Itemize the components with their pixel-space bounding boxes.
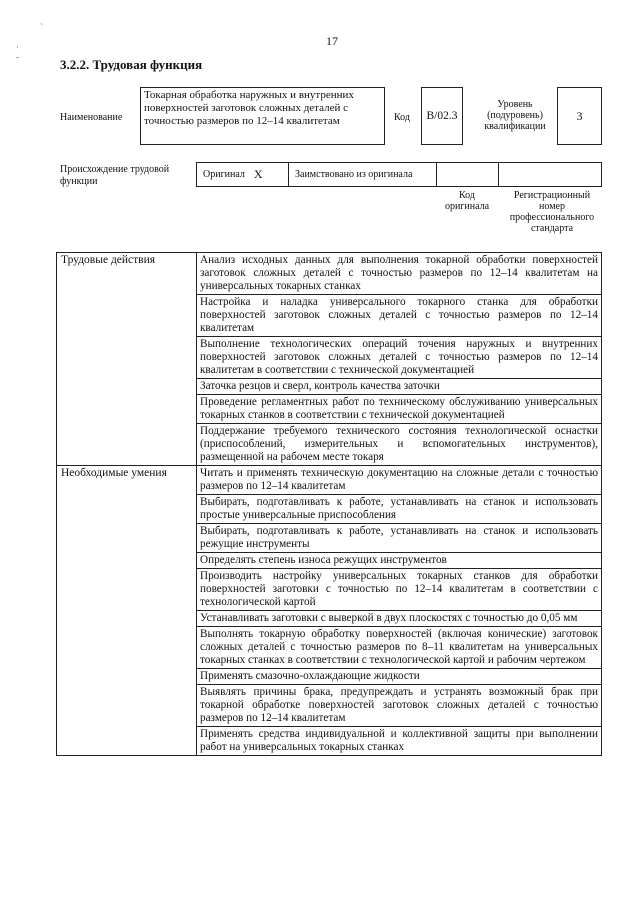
table-cell: Заточка резцов и сверл, контроль качества заточки xyxy=(197,379,602,395)
borrowed-label: Заимствовано из оригинала xyxy=(295,169,413,180)
scan-mark: - xyxy=(16,52,19,62)
section-title: Трудовые действия xyxy=(57,253,197,466)
table-row xyxy=(57,466,602,495)
scan-mark: ` xyxy=(40,22,43,32)
table-cell: Читать и применять техническую документацию на сложные детали с точностью размеров по 12–14 квалитетам xyxy=(197,466,602,495)
table-cell: Выявлять причины брака, предупреждать и устранять возможный брак при токарной обработке поверхностей заготовок сложных деталей с точностью размеров по 12–14 квалитетам xyxy=(197,685,602,727)
table-cell: Устанавливать заготовки с выверкой в двух плоскостях с точностью до 0,05 мм xyxy=(197,611,602,627)
table-cell: Выбирать, подготавливать к работе, устанавливать на станок и использовать простые универсальные приспособления xyxy=(197,495,602,524)
original-mark: X xyxy=(253,167,263,181)
level-value: 3 xyxy=(557,87,602,145)
name-value: Токарная обработка наружных и внутренних поверхностей заготовок сложных деталей с точностью размеров по 12–14 квалитетам xyxy=(140,87,385,145)
origin-row xyxy=(196,162,602,187)
original-cell xyxy=(197,163,289,186)
table-cell: Поддержание требуемого технического состояния технологической оснастки (приспособлений, измерительных и вспомогательных инструментов), размещенной на рабочем месте токаря xyxy=(197,424,602,466)
registration-cell xyxy=(499,163,601,186)
registration-caption: Регистрационный номер профессионального стандарта xyxy=(509,190,595,234)
original-code-cell xyxy=(437,163,499,186)
section-title: Необходимые умения xyxy=(57,466,197,756)
functions-table xyxy=(56,252,602,756)
table-cell: Применять средства индивидуальной и коллективной защиты при выполнении работ на универсальных токарных станках xyxy=(197,727,602,756)
table-cell: Выбирать, подготавливать к работе, устанавливать на станок и использовать режущие инструменты xyxy=(197,524,602,553)
name-label: Наименование xyxy=(60,112,123,123)
original-code-caption: Код оригинала xyxy=(444,190,490,212)
section-heading: 3.2.2. Трудовая функция xyxy=(60,57,203,72)
code-label: Код xyxy=(394,112,410,123)
borrowed-cell xyxy=(289,163,437,186)
original-label: Оригинал xyxy=(203,169,245,180)
origin-label: Происхождение трудовой функции xyxy=(60,164,170,187)
table-cell: Выполнять токарную обработку поверхностей (включая конические) заготовок сложных деталей с точностью размеров по 8–11 квалитетам на универсальных токарных станках в соответствии с технологической картой и рабочим чертежом xyxy=(197,627,602,669)
table-cell: Анализ исходных данных для выполнения токарной обработки поверхностей заготовок сложных деталей с точностью размеров по 12–14 квалитетам на универсальных токарных станках xyxy=(197,253,602,295)
page-number: 17 xyxy=(326,34,338,48)
level-label: Уровень (подуровень) квалификации xyxy=(484,99,546,132)
table-row xyxy=(57,253,602,295)
table-cell: Применять смазочно-охлаждающие жидкости xyxy=(197,669,602,685)
table-cell: Определять степень износа режущих инструментов xyxy=(197,553,602,569)
table-cell: Настройка и наладка универсального токарного станка для обработки поверхностей заготовок сложных деталей с точностью размеров по 12–14 квалитетам xyxy=(197,295,602,337)
table-cell: Производить настройку универсальных токарных станков для обработки поверхностей заготовки с точностью по 12–14 квалитетам в соответствии с технологической картой xyxy=(197,569,602,611)
table-cell: Проведение регламентных работ по техническому обслуживанию универсальных токарных станков в соответствии с технической документацией xyxy=(197,395,602,424)
code-value: B/02.3 xyxy=(421,87,463,145)
table-cell: Выполнение технологических операций точения наружных и внутренних поверхностей заготовок сложных деталей с точностью размеров по 12–14 квалитетам в соответствии с технической документацией xyxy=(197,337,602,379)
scan-mark: · xyxy=(16,42,19,52)
